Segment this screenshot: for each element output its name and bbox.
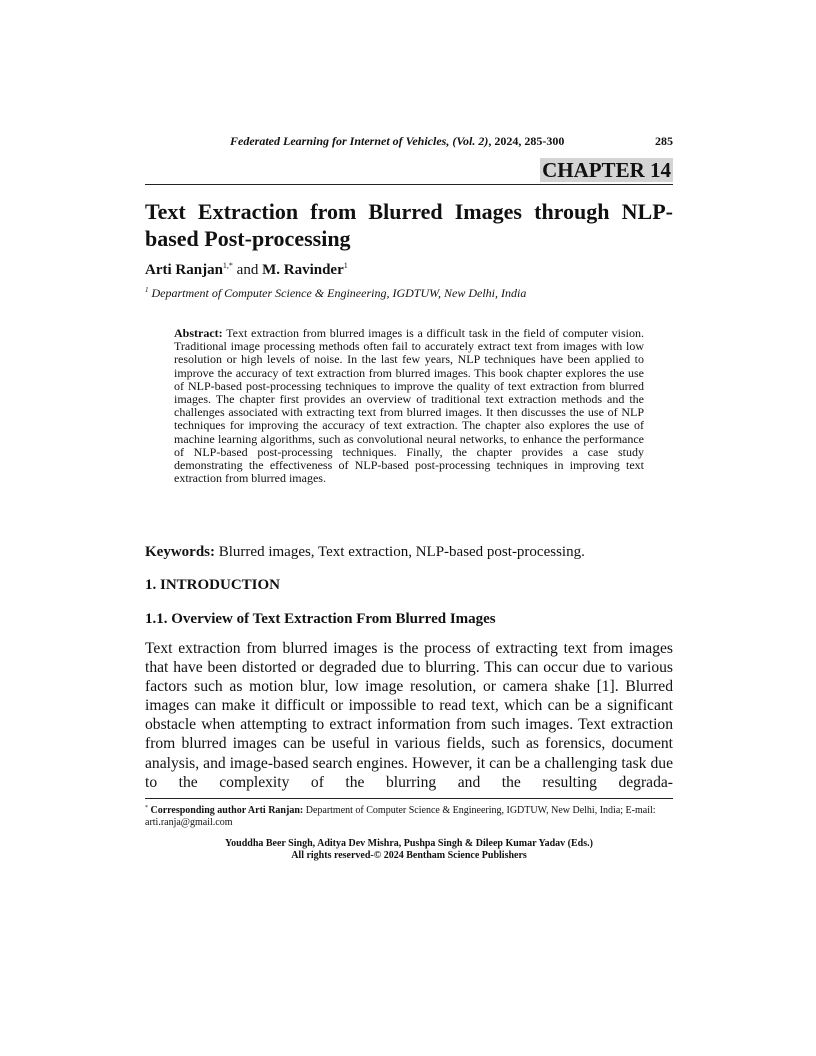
footnote-text: Department of Computer Science & Engineering, IGDTUW, New Delhi, India; E-mail: arti.ranja@gmail.com (145, 805, 656, 828)
authors-line (145, 261, 348, 279)
abstract-label: Abstract: (174, 326, 223, 340)
footnote-divider (145, 798, 673, 799)
keywords-text: Blurred images, Text extraction, NLP-based post-processing. (215, 544, 585, 560)
author-conjunction: and (232, 262, 263, 278)
editors-line: Youddha Beer Singh, Aditya Dev Mishra, Pushpa Singh & Dileep Kumar Yadav (Eds.) (225, 838, 593, 849)
rights-line: All rights reserved-© 2024 Bentham Science Publishers (291, 850, 527, 861)
author-name: M. Ravinder (262, 262, 344, 278)
abstract (174, 327, 644, 485)
affiliation-text: Department of Computer Science & Engineering, IGDTUW, New Delhi, India (148, 286, 527, 300)
running-head-title (230, 134, 564, 149)
affiliation (145, 286, 526, 301)
author-name: Arti Ranjan (145, 262, 223, 278)
paper-title: Text Extraction from Blurred Images through NLP-based Post-processing (145, 199, 673, 251)
author-affiliation-marker: 1,* (222, 261, 233, 270)
affiliation-marker: 1 (145, 286, 149, 294)
abstract-text: Text extraction from blurred images is a difficult task in the field of computer vision. Traditional image processing methods often fail to accurately extract text from images with low resolution or high levels of noise. In the last few years, NLP techniques have been applied to improve the accuracy of text extraction from blurred images. This book chapter explores the use of NLP-based post-processing techniques to improve the quality of text extraction from blurred images. The chapter first provides an overview of traditional text extraction methods and the challenges associated with extracting text from blurred images. It then discusses the use of NLP techniques for improving the accuracy of text extraction. The chapter also explores the use of machine learning algorithms, such as convolutional neural networks, to enhance the performance of NLP-based post-processing techniques. Finally, the chapter provides a case study demonstrating the effectiveness of NLP-based post-processing techniques in improving text extraction from blurred images. (174, 326, 644, 486)
subsection-heading: 1.1. Overview of Text Extraction From Blurred Images (145, 611, 496, 627)
keywords (145, 544, 585, 561)
journal-name: Federated Learning for Internet of Vehicles, (Vol. 2) (230, 134, 489, 148)
keywords-label: Keywords: (145, 544, 215, 560)
footnote (145, 802, 673, 829)
chapter-header (145, 158, 673, 185)
publisher-info (145, 838, 673, 862)
footnote-marker: * (145, 805, 148, 811)
journal-year-pages: , 2024, 285-300 (488, 134, 565, 148)
footnote-label: Corresponding author Arti Ranjan: (148, 805, 304, 816)
section-heading: 1. INTRODUCTION (145, 577, 281, 593)
body-paragraph: Text extraction from blurred images is the process of extracting text from images that have been distorted or degraded due to blurring. This can occur due to various factors such as motion blur, low image resolution, or camera shake [1]. Blurred images can make it difficult or impossible to read text, which can be a significant obstacle when attempting to extract information from such images. Text extraction from blurred images can be useful in various fields, such as forensics, document analysis, and image-based search engines. However, it can be a challenging task due to the complexity of the blurring and the resulting degrada- (145, 640, 673, 791)
page-number: 285 (655, 134, 673, 148)
chapter-label: CHAPTER 14 (542, 158, 671, 182)
author-affiliation-marker: 1 (343, 261, 348, 270)
